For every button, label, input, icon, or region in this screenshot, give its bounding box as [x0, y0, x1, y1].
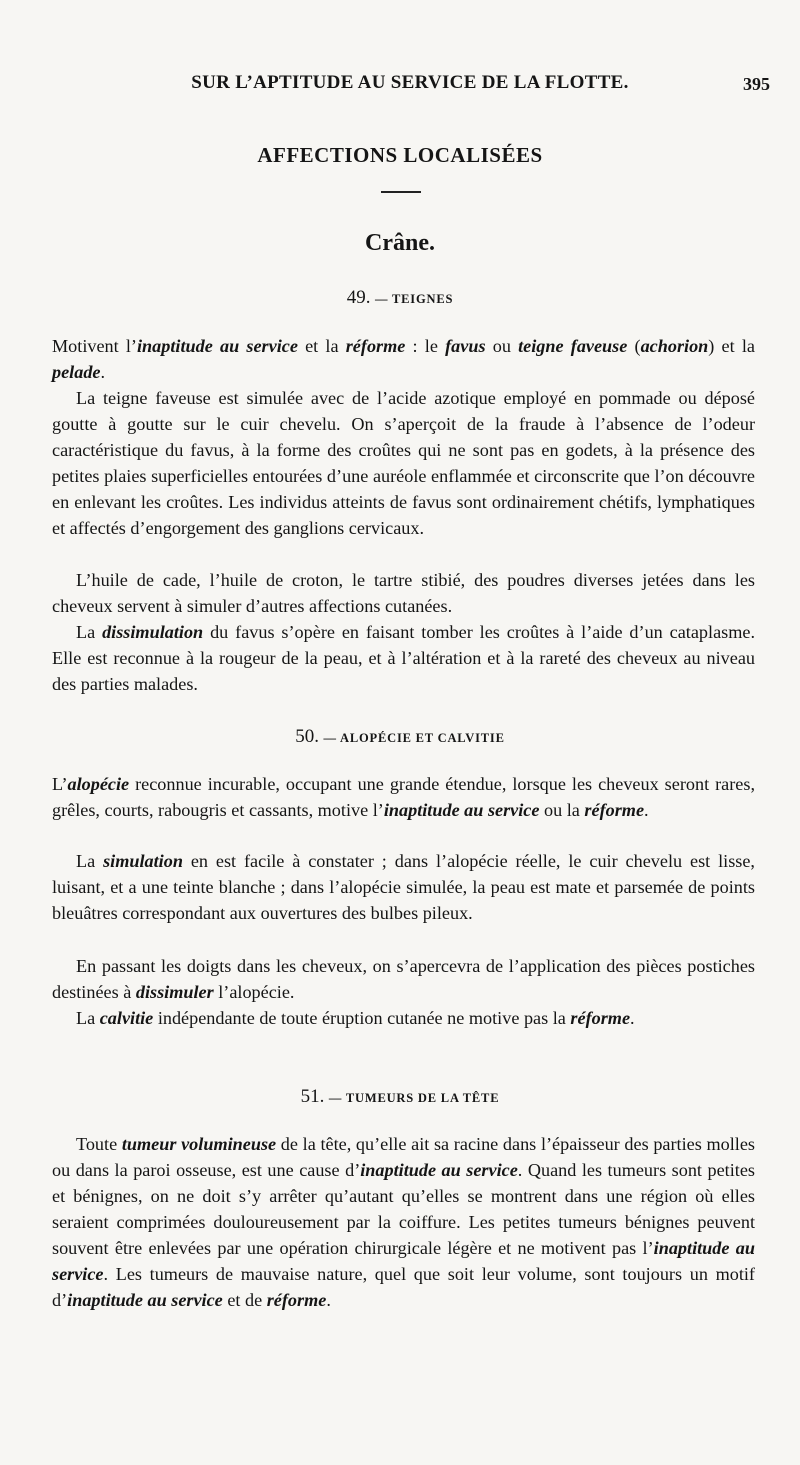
emphasis: achorion [640, 336, 709, 356]
paragraph: La dissimulation du favus s’opère en faisant tomber les croûtes à l’aide d’un cataplasme. Elle est reconnue à la rougeur de la peau, et à l’altération et à la rareté des cheveux au niveau des parties malades. [52, 622, 755, 694]
emphasis: réforme [584, 800, 645, 820]
emphasis: réforme [345, 336, 406, 356]
subsection-title: Crâne. [365, 230, 435, 256]
article-title: — TUMEURS DE LA TÊTE [328, 1091, 500, 1105]
emphasis: dissimulation [102, 622, 204, 642]
section-title: AFFECTIONS LOCALISÉES [257, 143, 543, 167]
article-heading [0, 287, 800, 309]
article-heading [0, 726, 800, 748]
paragraph: Motivent l’inaptitude au service et la réforme : le favus ou teigne faveuse (achorion) et la pelade. [52, 336, 755, 382]
emphasis: inaptitude au service [67, 1290, 223, 1310]
emphasis: simulation [103, 851, 183, 871]
paragraph: L’huile de cade, l’huile de croton, le tartre stibié, des poudres diverses jetées dans les cheveux servent à simuler d’autres affections cutanées. [52, 570, 755, 616]
article-number: 49. [346, 287, 371, 308]
article-number: 51. [300, 1086, 325, 1107]
emphasis: tumeur volumineuse [121, 1134, 277, 1154]
paragraph: Toute tumeur volumineuse de la tête, qu’elle ait sa racine dans l’épaisseur des parties molles ou dans la paroi osseuse, est une cause d’inaptitude au service. Quand les tumeurs sont petites et bénignes, on ne doit s’y arrêter qu’autant qu’elles se montrent dans une région où elles seraient comprimées douloureusement par la coiffure. Les petites tumeurs bénignes peuvent souvent être enlevées par une opération chirurgicale légère et ne motivent pas l’inaptitude au service. Les tumeurs de mauvaise nature, quel que soit leur volume, sont toujours un motif d’inaptitude au service et de réforme. [52, 1134, 755, 1310]
emphasis: alopécie [67, 774, 130, 794]
running-title: SUR L’APTITUDE AU SERVICE DE LA FLOTTE. [191, 72, 629, 93]
emphasis: favus [445, 336, 486, 356]
paragraph: La simulation en est facile à constater ; dans l’alopécie réelle, le cuir chevelu est lisse, luisant, et a une teinte blanche ; dans l’alopécie simulée, la peau est mate et parsemée de points bleuâtres correspondant aux ouvertures des bulbes pileux. [52, 851, 755, 923]
article-title: — TEIGNES [375, 292, 454, 306]
emphasis: calvitie [99, 1008, 154, 1028]
emphasis: réforme [570, 1008, 631, 1028]
article-title: — ALOPÉCIE ET CALVITIE [323, 731, 505, 745]
paragraph: La teigne faveuse est simulée avec de l’acide azotique employé en pommade ou déposé goutte à goutte sur le cuir chevelu. On s’aperçoit de la fraude à l’absence de l’odeur caractéristique du favus, à la forme des croûtes qui ne sont pas en godets, à la présence des petites plaies superficielles entourées d’une auréole enflammée et circonscrite que l’on découvre en enlevant les croûtes. Les individus atteints de favus sont ordinairement chétifs, lymphatiques et affectés d’engorgement des ganglions cervicaux. [52, 388, 755, 538]
article-number: 50. [295, 726, 320, 747]
running-header [50, 72, 770, 102]
emphasis: teigne faveuse [518, 336, 628, 356]
paragraph: En passant les doigts dans les cheveux, on s’apercevra de l’application des pièces postiches destinées à dissimuler l’alopécie. [52, 956, 755, 1002]
paragraph: La calvitie indépendante de toute éruption cutanée ne motive pas la réforme. [76, 1008, 635, 1028]
page-number: 395 [743, 74, 770, 94]
emphasis: dissimuler [135, 982, 214, 1002]
emphasis: pelade [52, 362, 101, 382]
emphasis: inaptitude au service [137, 336, 298, 356]
section-divider [381, 191, 421, 193]
emphasis: inaptitude au service [360, 1160, 518, 1180]
emphasis: inaptitude au service [52, 1238, 755, 1284]
paragraph: L’alopécie reconnue incurable, occupant une grande étendue, lorsque les cheveux seront rares, grêles, courts, rabougris et cassants, motive l’inaptitude au service ou la réforme. [52, 774, 755, 820]
article-heading [0, 1086, 800, 1108]
emphasis: inaptitude au service [383, 800, 540, 820]
emphasis: réforme [266, 1290, 327, 1310]
